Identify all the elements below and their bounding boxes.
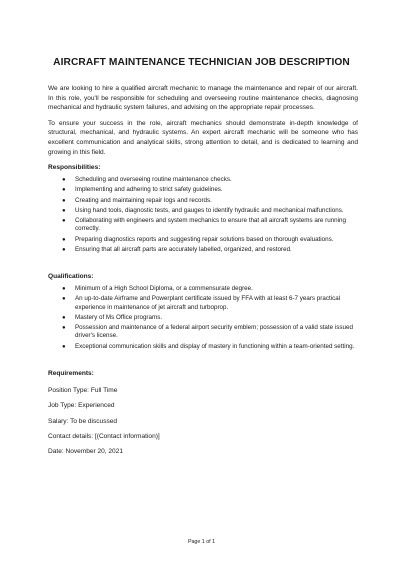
success-paragraph: To ensure your success in the role, aircraft mechanics should demonstrate in-depth knowledge of structural, mechanical, and hydraulic systems. An expert aircraft mechanic will be someone who has excellent communication and analytical skills, strong attention to detail, and is dedicated to learning and growing in this field. [48, 119, 358, 156]
bullet-icon: ● [62, 177, 66, 184]
bullet-icon: ● [62, 285, 66, 292]
list-item: ● Scheduling and overseeing routine maintenance checks. [62, 176, 232, 184]
bullet-icon: ● [62, 236, 66, 243]
requirements-heading: Requirements: [48, 369, 94, 377]
list-item: ● An up-to-date Airframe and Powerplant certificate issued by FFA with at least 6-7 years practical experience in maintenance of jet aircraft and turboprop. [62, 295, 341, 311]
document-body [48, 84, 358, 463]
job-type: Job Type: Experienced [48, 402, 115, 410]
date: Date: November 20, 2021 [48, 448, 123, 456]
list-item: ● Exceptional communication skills and display of mastery in functioning within a team-oriented setting. [62, 342, 355, 350]
bullet-icon: ● [62, 343, 66, 350]
intro-paragraph: We are looking to hire a qualified aircraft mechanic to manage the maintenance and repair of our aircraft. In this role, you'll be responsible for scheduling and overseeing routine maintenance checks, diagnosing mechanical and hydraulic system failures, and advising on the appropriate repair processes. [48, 85, 358, 112]
list-item: ● Possession and maintenance of a federal airport security emblem; possession of a valid state issued driver's license. [62, 324, 353, 340]
page-footer: Page 1 of 1 [187, 539, 216, 545]
document-title: AIRCRAFT MAINTENANCE TECHNICIAN JOB DESCRIPTION [53, 57, 350, 68]
list-item: ● Creating and maintaining repair logs and records. [62, 196, 212, 204]
bullet-icon: ● [62, 325, 66, 331]
position-type: Position Type: Full Time [48, 386, 118, 394]
list-item: ● Minimum of a High School Diploma, or a commensurate degree. [62, 284, 253, 292]
list-item: ● Mastery of Ms Office programs. [62, 313, 163, 321]
list-item: ● Collaborating with engineers and system mechanics to ensure that all aircraft systems are running correctly. [62, 216, 346, 233]
bullet-icon: ● [62, 246, 66, 253]
bullet-icon: ● [62, 296, 66, 303]
responsibilities-heading: Responsibilities: [48, 164, 101, 172]
responsibilities-list [48, 176, 358, 254]
list-item: ● Preparing diagnostics reports and suggesting repair solutions based on thorough evaluations. [62, 235, 334, 243]
contact-details: Contact details: [(Contact information)] [48, 432, 160, 440]
bullet-icon: ● [62, 207, 66, 214]
qualifications-list [48, 285, 358, 351]
list-item: ● Implementing and adhering to strict safety guidelines. [62, 186, 223, 194]
bullet-icon: ● [62, 197, 66, 204]
salary: Salary: To be discussed [48, 417, 118, 425]
list-item: ● Using hand tools, diagnostic tests, and gauges to identify hydraulic and mechanical malfunctions. [62, 206, 344, 214]
list-item: ● Ensuring that all aircraft parts are accurately labelled, organized, and restored. [62, 245, 292, 253]
qualifications-heading: Qualifications: [48, 272, 94, 280]
bullet-icon: ● [62, 187, 66, 194]
bullet-icon: ● [62, 314, 66, 321]
bullet-icon: ● [62, 217, 66, 224]
